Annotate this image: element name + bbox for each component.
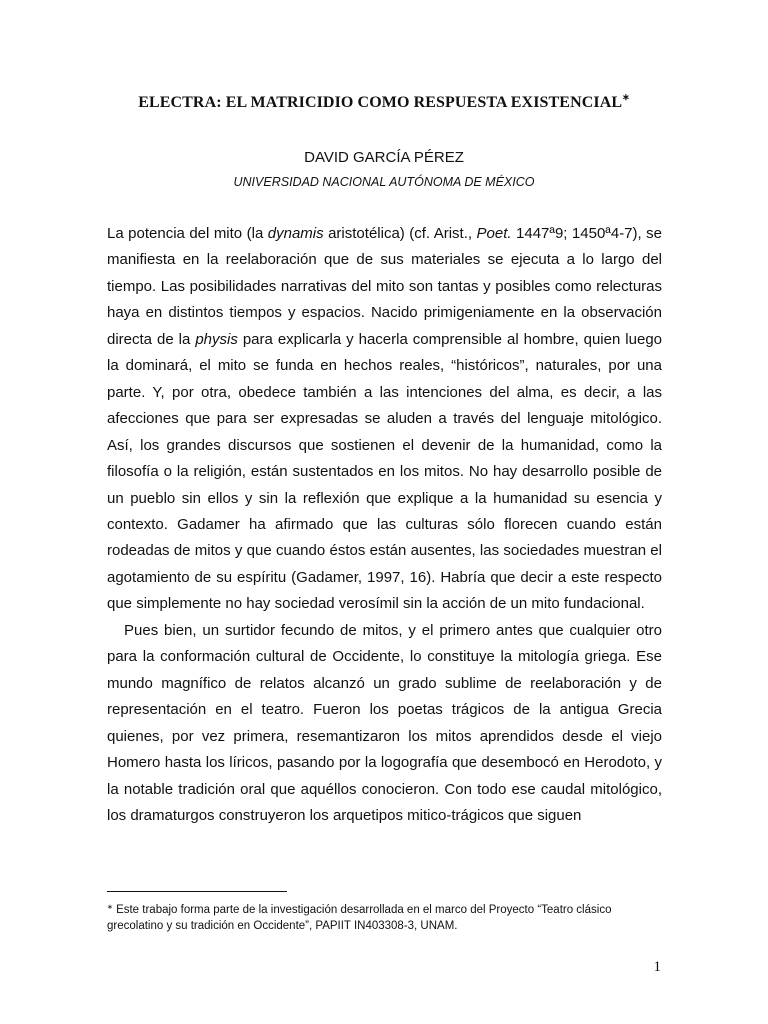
footnote-mark: ∗: [107, 904, 113, 911]
page-number: 1: [653, 959, 661, 975]
author-affiliation: UNIVERSIDAD NACIONAL AUTÓNOMA DE MÉXICO: [233, 175, 535, 189]
title-text: ELECTRA: EL MATRICIDIO COMO RESPUESTA EXISTENCIAL: [138, 94, 623, 111]
paragraph-1-text-a: La potencia del mito (la: [107, 225, 268, 242]
title-footnote-mark: ∗: [622, 92, 630, 102]
paper-title: [0, 92, 768, 112]
paragraph-1-text-c: 1447ª9; 1450ª4-7), se manifiesta en la reelaboración que de sus materiales se ejecuta a lo largo del tiempo. Las posibilidades narrativas del mito son tantas y posibles como relecturas haya en distintos tiempos y espacios. Nacido primigeniamente en la observación directa de la: [107, 225, 662, 348]
footnote-separator: [107, 891, 287, 892]
paragraph-1-italic-physis: physis: [195, 330, 238, 348]
paragraph-1-italic-poet: Poet.: [476, 225, 512, 242]
author-name: DAVID GARCÍA PÉREZ: [304, 149, 464, 166]
paragraph-1-text-d: para explicarla y hacerla comprensible al hombre, quien luego la dominará, el mito se funda en hechos reales, “históricos”, naturales, por una parte. Y, por otra, obedece también a las intenciones del alma, es decir, a las afecciones que para ser expresadas se aluden a través del lenguaje mitológico. Así, los grandes discursos que sostienen el devenir de la humanidad, como la filosofía o la religión, están sustentados en los mitos. No hay desarrollo posible de un pueblo sin ellos y sin la reflexión que explique a la humanidad su esencia y contexto. Gadamer ha afirmado que las culturas sólo florecen cuando están rodeadas de mitos y que cuando éstos están ausentes, las sociedades muestran el agotamiento de su espíritu (Gadamer, 1997, 16). Habría que decir a este respecto que simplemente no hay sociedad verosímil sin la acción de un mito fundacional.: [107, 330, 662, 613]
footnote: [107, 900, 662, 934]
paragraph-1-italic-dynamis: dynamis: [267, 225, 324, 242]
paragraph-2: Pues bien, un surtidor fecundo de mitos, y el primero antes que cualquier otro para la conformación cultural de Occidente, lo constituye la mitología griega. Ese mundo magnífico de relatos alcanzó un grado sublime de reelaboración y de representación en el teatro. Fueron los poetas trágicos de la antigua Grecia quienes, por vez primera, resemantizaron los mitos aprendidos desde el viejo Homero hasta los líricos, pasando por la logografía que desembocó en Herodoto, y la notable tradición oral que aquéllos conocieron. Con todo ese caudal mitológico, los dramaturgos construyeron los arquetipos mitico-trágicos que siguen: [107, 621, 662, 824]
paragraph-1: [107, 221, 662, 618]
footnote-text: Este trabajo forma parte de la investigación desarrollada en el marco del Proyecto “Teatro clásico grecolatino y su tradición en Occidente”, PAPIIT IN403308-3, UNAM.: [107, 904, 612, 932]
body-text: [107, 221, 662, 829]
paragraph-1-text-b: aristotélica) (cf. Arist.,: [323, 225, 477, 242]
